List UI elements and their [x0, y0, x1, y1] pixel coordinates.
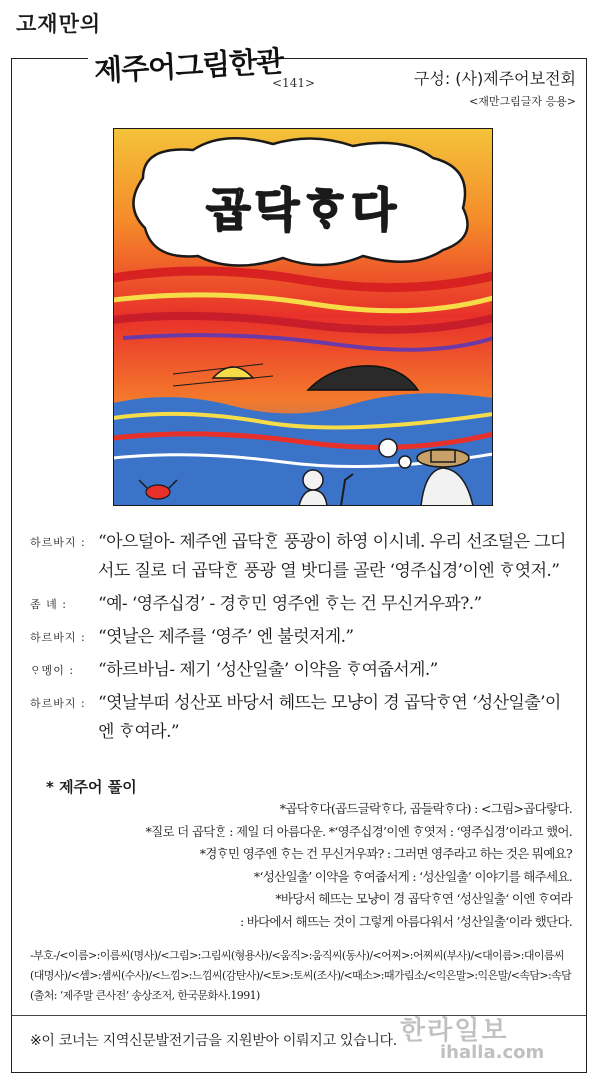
dialogue-line: [30, 528, 575, 586]
sunrise-illustration: [113, 128, 493, 506]
note-line: *곱닥ᄒᆞ다(곱드글락ᄒᆞ다, 곱들락ᄒᆞ다) : <그림>곱다랗다.: [279, 801, 572, 816]
speaker-label: 하르바지 :: [30, 536, 86, 549]
notes-heading: * 제주어 풀이: [46, 778, 137, 796]
credit-author: 구성: (사)제주어보전회: [413, 69, 576, 88]
note-line: *경ᄒᆞ민 영주엔 ᄒᆞ는 건 무신거우꽈? : 그러면 영주라고 하는 것은 뭐예요?: [199, 846, 572, 861]
credit-note: <재만그림글자 응용>: [469, 95, 576, 108]
speech-text: “엿날부떠 성산포 바당서 헤뜨는 모냥이 경 곱닥ᄒᆞ연 ‘성산일출’이엔 ᄒᆞ여라.”: [98, 693, 561, 742]
publisher-watermark: [400, 1010, 580, 1068]
dialogue: [30, 528, 575, 751]
note-line: *질로 더 곱닥ᄒᆞᆫ : 제일 더 아름다운. *‘영주십경’이엔 ᄒᆞ엿저 : ‘영주십경’이라고 했어.: [145, 823, 572, 839]
speech-text: “엿날은 제주를 ‘영주’ 엔 불럿저게.”: [98, 627, 354, 647]
dialogue-line: [30, 590, 575, 619]
speech-text: “아으덜아- 제주엔 곱닥ᄒᆞᆫ 풍광이 하영 이시녜. 우리 선조덜은 그디서도 질로 더 곱닥ᄒᆞᆫ 풍광 열 밧디를 골란 ‘영주십경’이엔 ᄒᆞ엿저.”: [98, 532, 566, 581]
note-line: *바당서 헤뜨는 모냥이 경 곱닥ᄒᆞ연 ‘성산일출‘ 이엔 ᄒᆞ여라: [275, 891, 572, 906]
speaker-label: 좀 녜 :: [30, 598, 67, 611]
dialogue-line: [30, 689, 575, 747]
corner-logo: [88, 42, 284, 88]
note-line: : 바다에서 해뜨는 것이 그렇게 아름다워서 ’성산일출‘이라 했단다.: [240, 913, 572, 929]
watermark-logo: 한라일보: [400, 1016, 509, 1046]
speech-text: “하르바님- 제기 ‘성산일출’ 이약을 ᄒᆞ여줍서게.”: [98, 660, 438, 680]
illustration-title: 곱닥ᄒᆞ다: [206, 183, 400, 237]
dialogue-line: [30, 623, 575, 652]
speech-text: “예- ‘영주십경’ - 경ᄒᆞ민 영주엔 ᄒᆞ는 건 무신거우꽈?.”: [98, 594, 482, 614]
note-line: *‘성산일출’ 이약을 ᄒᆞ여줍서게 : ‘성산일출’ 이야기를 해주세요.: [253, 868, 572, 884]
notes-list: [32, 798, 572, 933]
issue-number: <141>: [272, 76, 316, 90]
watermark-url: ihalla.com: [440, 1042, 545, 1063]
speaker-label: 하르바지 :: [30, 631, 86, 644]
speaker-label: ᄋᆞ멩이 :: [30, 664, 75, 677]
credit-block: [414, 66, 576, 109]
glossary-legend: -부호-/<이름>:이름씨(명사)/<그림>:그림씨(형용사)/<움직>:움직씨(동사)/<어찌>:어찌씨(부사)/<대이름>:대이름씨(대명사)/<셈>:셈씨(수사)/<느낌>:느낌씨(감탄사)/<토>:토씨(조사)/<때소>:때가림소/<익은말>:익은말/<속담>:속담 (출처: ‘제주말 큰사전’ 송상조저, 한국문화사.1991): [30, 949, 572, 1002]
dialogue-line: [30, 656, 575, 685]
corner-logo-text: 제주어그림한관: [93, 44, 284, 88]
series-title: 고재만의: [16, 12, 102, 36]
speaker-label: 하르바지 :: [30, 697, 86, 710]
sponsor-notice: ※이 코너는 지역신문발전기금을 지원받아 이뤄지고 있습니다.: [30, 1033, 397, 1049]
